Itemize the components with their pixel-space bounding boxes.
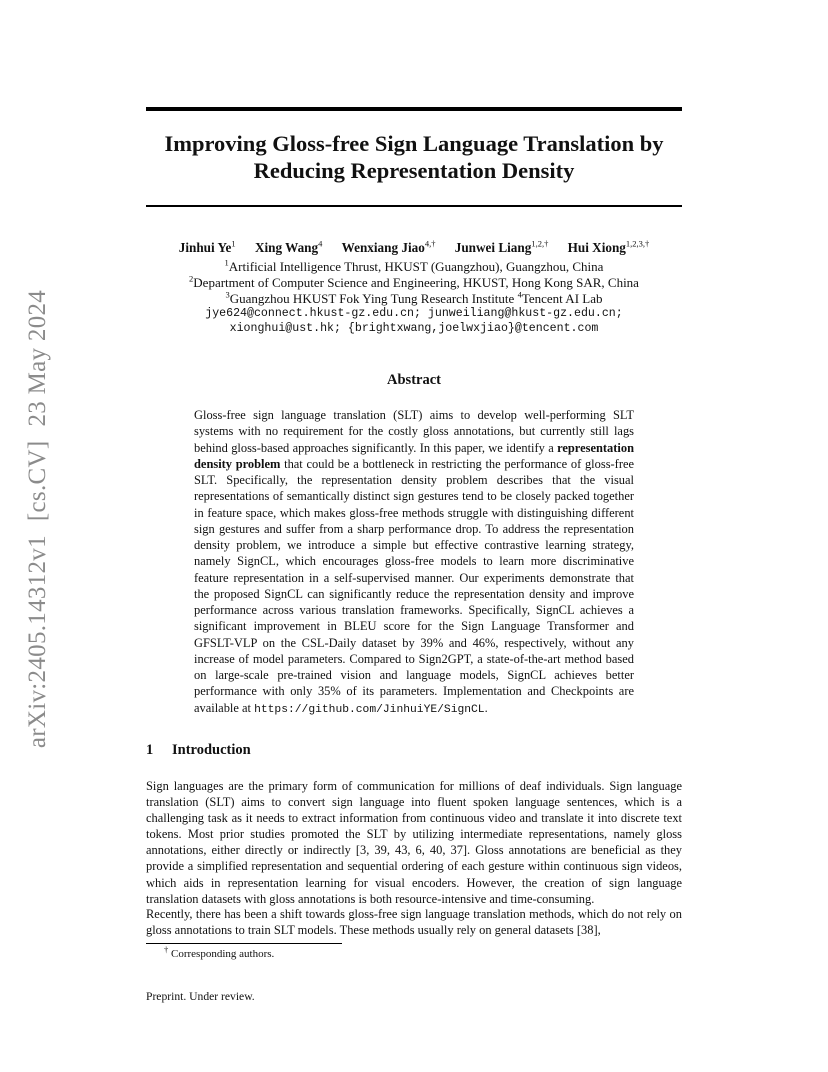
title-line-1: Improving Gloss-free Sign Language Translation by bbox=[164, 131, 664, 156]
abstract-heading: Abstract bbox=[387, 372, 441, 388]
author: Hui Xiong$^{1,2,3,\dagger}$ bbox=[567, 238, 650, 255]
author: Junwei Liang$^{1,2,\dagger}$ bbox=[454, 238, 549, 255]
preprint-notice: Preprint. Under review. bbox=[146, 990, 255, 1003]
affiliation-2: $^2$Department of Computer Science and Engineering, HKUST, Hong Kong SAR, China bbox=[189, 273, 639, 290]
code-link[interactable]: https://github.com/JinhuiYE/SignCL bbox=[254, 703, 485, 716]
arxiv-id[interactable]: arXiv:2405.14312v1 bbox=[24, 535, 51, 749]
paper-title bbox=[146, 130, 682, 184]
intro-paragraph-1: Sign languages are the primary form of communication for millions of deaf individuals. Sign language translation (SLT) aims to convert sign language into fluent spoken language sentences, which is a challenging task as it needs to extract information from continuous video and translate it into discrete text tokens. Most prior studies promoted the SLT by utilizing intermediate representations, namely gloss annotations, either directly or indirectly [3, 39, 43, 6, 40, 37]. Gloss annotations are beneficial as they provide a simplified representation and sequential ordering of each gesture within continuous sign videos, which aids in representation learning for visual encoders. However, the creation of sign language translation datasets with gloss annotations is both resource-intensive and time-consuming. bbox=[146, 779, 682, 906]
arxiv-category: [cs.CV] bbox=[24, 440, 51, 522]
author: Wenxiang Jiao$^{4,\dagger}$ bbox=[341, 238, 436, 255]
intro-paragraph-2: Recently, there has been a shift towards gloss-free sign language translation methods, which do not rely on gloss annotations to train SLT models. These methods usually rely on general datasets [38], bbox=[146, 907, 682, 938]
footnote-rule bbox=[146, 943, 342, 944]
arxiv-sidebar-stamp bbox=[14, 274, 62, 764]
title-bottom-rule bbox=[146, 205, 682, 207]
title-line-2: Reducing Representation Density bbox=[253, 158, 575, 183]
section-heading bbox=[146, 742, 251, 759]
author: Xing Wang$^4$ bbox=[254, 238, 323, 255]
title-top-rule bbox=[146, 107, 682, 111]
affiliation-1: $^1$Artificial Intelligence Thrust, HKUST (Guangzhou), Guangzhou, China bbox=[224, 257, 604, 274]
affiliation-3-4: $^3$Guangzhou HKUST Fok Ying Tung Research Institute $^4$Tencent AI Lab bbox=[225, 289, 603, 306]
arxiv-date: 23 May 2024 bbox=[24, 289, 51, 427]
author-emails-line-2[interactable]: xionghui@ust.hk; {brightxwang,joelwxjiao}@tencent.com bbox=[229, 322, 599, 335]
author: Jinhui Ye$^1$ bbox=[178, 238, 236, 255]
footnote: † Corresponding authors. bbox=[164, 944, 275, 960]
abstract-body: Gloss-free sign language translation (SLT) aims to develop well-performing SLT systems with no requirement for the costly gloss annotations, but currently still lags behind gloss-based approaches significantly. In this paper, we identify a representation density problem that could be a bottleneck in restricting the performance of gloss-free SLT. Specifically, the representation density problem describes that the visual representations of semantically distinct sign gestures tend to be closely packed together in feature space, which makes gloss-free methods struggle with distinguishing different sign gestures and suffer from a sharp performance drop. To address the representation density problem, we introduce a simple but effective contrastive learning strategy, namely SignCL, which encourages gloss-free models to learn more discriminative feature representation in a self-supervised manner. Our experiments demonstrate that the proposed SignCL can significantly reduce the representation density and improve performance across various translation frameworks. Specifically, SignCL achieves a significant improvement in BLEU score for the Sign Language Transformer and GFSLT-VLP on the CSL-Daily dataset by 39% and 46%, respectively, without any increase of model parameters. Compared to Sign2GPT, a state-of-the-art method based on large-scale pre-trained vision and language models, SignCL achieves better performance with only 35% of its parameters. Implementation and Checkpoints are available at https://github.com/JinhuiYE/SignCL. bbox=[194, 408, 635, 716]
author-emails-line-1[interactable]: jye624@connect.hkust-gz.edu.cn; junweiliang@hkust-gz.edu.cn; bbox=[205, 307, 623, 320]
abstract-emphasis: representation density problem bbox=[194, 440, 634, 471]
section-number: 1 bbox=[146, 742, 154, 758]
section-title: Introduction bbox=[172, 742, 251, 758]
author-list bbox=[120, 240, 708, 256]
